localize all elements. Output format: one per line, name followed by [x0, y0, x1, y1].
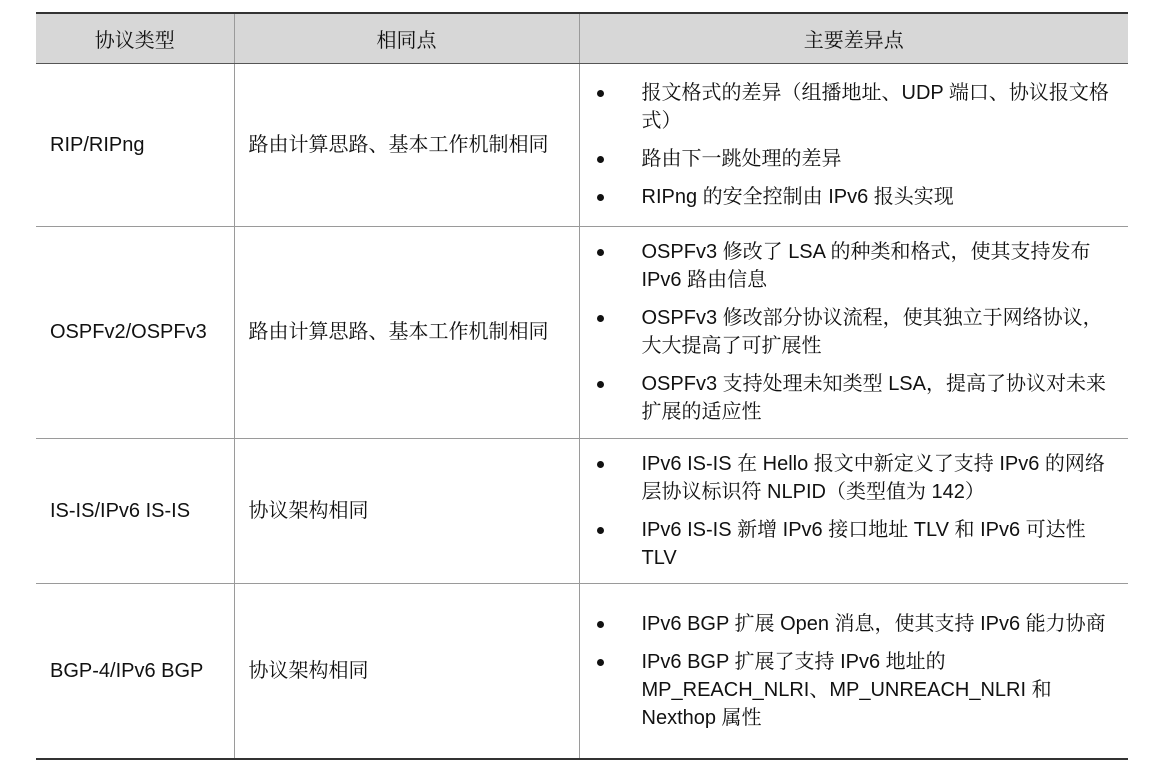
difference-list: [594, 450, 1115, 572]
difference-cell: [579, 583, 1128, 759]
difference-cell: [579, 438, 1128, 583]
difference-item: 报文格式的差异（组播地址、UDP 端口、协议报文格式）: [594, 79, 1115, 135]
difference-item: OSPFv3 支持处理未知类型 LSA，提高了协议对未来扩展的适应性: [594, 370, 1115, 426]
protocol-comparison-table: [36, 12, 1128, 760]
difference-list: [594, 79, 1115, 211]
header-protocol-type: 协议类型: [36, 13, 234, 63]
difference-item: OSPFv3 修改了 LSA 的种类和格式，使其支持发布 IPv6 路由信息: [594, 238, 1115, 294]
difference-cell: [579, 63, 1128, 226]
similarity-cell: 协议架构相同: [234, 583, 579, 759]
similarity-cell: 路由计算思路、基本工作机制相同: [234, 63, 579, 226]
difference-list: [594, 238, 1115, 426]
protocol-cell: OSPFv2/OSPFv3: [36, 226, 234, 438]
difference-item: 路由下一跳处理的差异: [594, 145, 1115, 173]
protocol-cell: IS-IS/IPv6 IS-IS: [36, 438, 234, 583]
difference-item: OSPFv3 修改部分协议流程，使其独立于网络协议，大大提高了可扩展性: [594, 304, 1115, 360]
table-header-row: [36, 13, 1128, 63]
difference-item: IPv6 BGP 扩展 Open 消息，使其支持 IPv6 能力协商: [594, 610, 1115, 638]
header-similarities: 相同点: [234, 13, 579, 63]
table-row: [36, 226, 1128, 438]
protocol-cell: RIP/RIPng: [36, 63, 234, 226]
header-differences: 主要差异点: [579, 13, 1128, 63]
difference-item: RIPng 的安全控制由 IPv6 报头实现: [594, 183, 1115, 211]
difference-cell: [579, 226, 1128, 438]
similarity-cell: 路由计算思路、基本工作机制相同: [234, 226, 579, 438]
table-row: [36, 438, 1128, 583]
difference-item: IPv6 IS-IS 在 Hello 报文中新定义了支持 IPv6 的网络层协议标识符 NLPID（类型值为 142）: [594, 450, 1115, 506]
table-row: [36, 583, 1128, 759]
difference-item: IPv6 BGP 扩展了支持 IPv6 地址的 MP_REACH_NLRI、MP_UNREACH_NLRI 和 Nexthop 属性: [594, 648, 1115, 732]
protocol-cell: BGP-4/IPv6 BGP: [36, 583, 234, 759]
similarity-cell: 协议架构相同: [234, 438, 579, 583]
difference-item: IPv6 IS-IS 新增 IPv6 接口地址 TLV 和 IPv6 可达性 TLV: [594, 516, 1115, 572]
table-row: [36, 63, 1128, 226]
difference-list: [594, 610, 1115, 732]
